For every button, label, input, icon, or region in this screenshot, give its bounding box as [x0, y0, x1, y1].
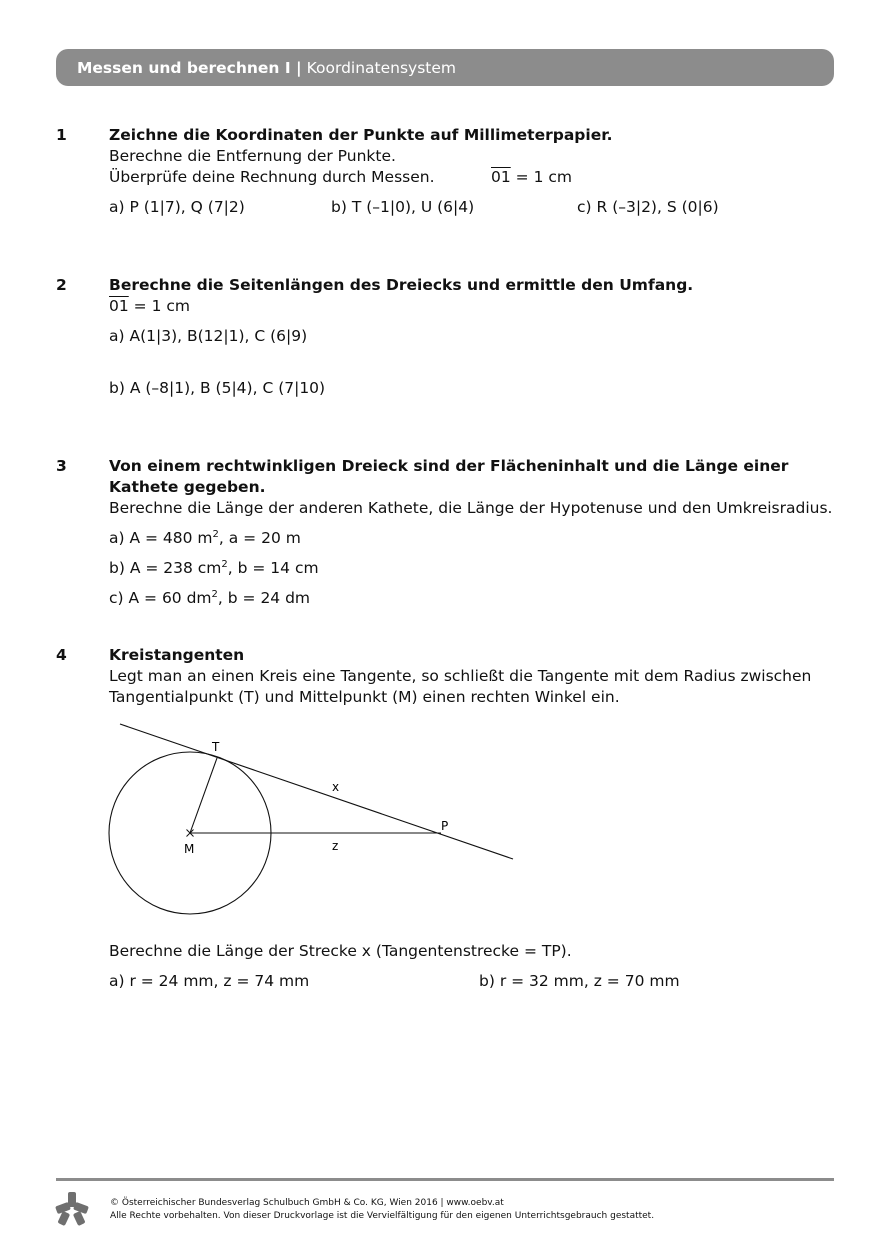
subtask-a: a) P (1|7), Q (7|2) — [109, 198, 245, 216]
unit-overline: 01 — [491, 168, 511, 186]
task-4 — [56, 645, 836, 710]
unit-rest: = 1 cm — [510, 168, 572, 186]
task-number: 4 — [56, 646, 67, 664]
task-text-row — [109, 167, 834, 188]
footer-text — [110, 1197, 654, 1223]
task-title: Von einem rechtwinkligen Dreieck sind der Flächeninhalt und die Länge einer Kathete gegeben. — [109, 457, 789, 496]
superscript: 2 — [212, 529, 219, 540]
task-4-questions — [56, 941, 836, 996]
header-title-rest: Koordinatensystem — [301, 58, 457, 77]
subtask-b: b) r = 32 mm, z = 70 mm — [479, 972, 680, 990]
subtask-text: , b = 24 dm — [217, 589, 311, 607]
subtask-row — [109, 197, 834, 218]
task-title: Kreistangenten — [109, 646, 245, 664]
task-number: 1 — [56, 126, 67, 144]
task-text: Berechne die Länge der anderen Kathete, die Länge der Hypotenuse und den Umkreisradius. — [109, 499, 833, 517]
subtask-c: c) R (–3|2), S (0|6) — [577, 198, 719, 216]
unit-note — [491, 167, 572, 188]
label-x: x — [332, 780, 340, 794]
task-2 — [56, 275, 836, 400]
unit-rest: = 1 cm — [128, 297, 190, 315]
subtask-c — [109, 588, 834, 609]
label-p: P — [441, 819, 449, 833]
subtask-text: , b = 14 cm — [227, 559, 319, 577]
publisher-logo-icon — [54, 1190, 90, 1226]
tangent-line — [120, 724, 513, 859]
label-t: T — [212, 740, 220, 754]
label-m: M — [184, 842, 195, 856]
subtask-b: b) T (–1|0), U (6|4) — [331, 198, 475, 216]
task-1 — [56, 125, 836, 225]
task-title: Zeichne die Koordinaten der Punkte auf Millimeterpapier. — [109, 126, 613, 144]
superscript: 2 — [221, 559, 228, 570]
subtask-row — [109, 971, 834, 992]
subtask-b — [109, 558, 834, 579]
unit-overline: 01 — [109, 297, 129, 315]
subtask-a: a) A(1|3), B(12|1), C (6|9) — [109, 327, 308, 345]
task-text: Legt man an einen Kreis eine Tangente, so schließt die Tangente mit dem Radius zwischen Tangentialpunkt (T) und Mittelpunkt (M) einen rechten Winkel ein. — [109, 667, 812, 706]
header-title-bold: Messen und berechnen I | — [77, 58, 302, 77]
subtask-b: b) A (–8|1), B (5|4), C (7|10) — [109, 379, 326, 397]
task-number: 2 — [56, 276, 67, 294]
subtask-text: c) A = 60 dm — [109, 589, 212, 607]
task-text: Überprüfe deine Rechnung durch Messen. — [109, 168, 435, 186]
subtask-a — [109, 528, 834, 549]
subtask-text: b) A = 238 cm — [109, 559, 222, 577]
subtask-text: , a = 20 m — [218, 529, 301, 547]
footer-copyright: © Österreichischer Bundesverlag Schulbuch GmbH & Co. KG, Wien 2016 | www.oebv.at — [110, 1198, 504, 1208]
task-title: Berechne die Seitenlängen des Dreiecks und ermittle den Umfang. — [109, 276, 694, 294]
label-z: z — [332, 839, 339, 853]
task-number: 3 — [56, 457, 67, 475]
task-3 — [56, 456, 836, 611]
unit-note — [109, 296, 834, 317]
footer-rights: Alle Rechte vorbehalten. Von dieser Druckvorlage ist die Vervielfältigung für den eigenen Unterrichtsgebrauch gestattet. — [110, 1211, 655, 1221]
footer-rule — [56, 1178, 834, 1181]
superscript: 2 — [211, 589, 218, 600]
header-bar — [56, 49, 834, 86]
task-text: Berechne die Entfernung der Punkte. — [109, 147, 396, 165]
tangent-diagram — [100, 718, 530, 918]
radius-line — [190, 758, 217, 833]
subtask-a: a) r = 24 mm, z = 74 mm — [109, 972, 310, 990]
task-question: Berechne die Länge der Strecke x (Tangentenstrecke = TP). — [109, 942, 572, 960]
subtask-text: a) A = 480 m — [109, 529, 213, 547]
